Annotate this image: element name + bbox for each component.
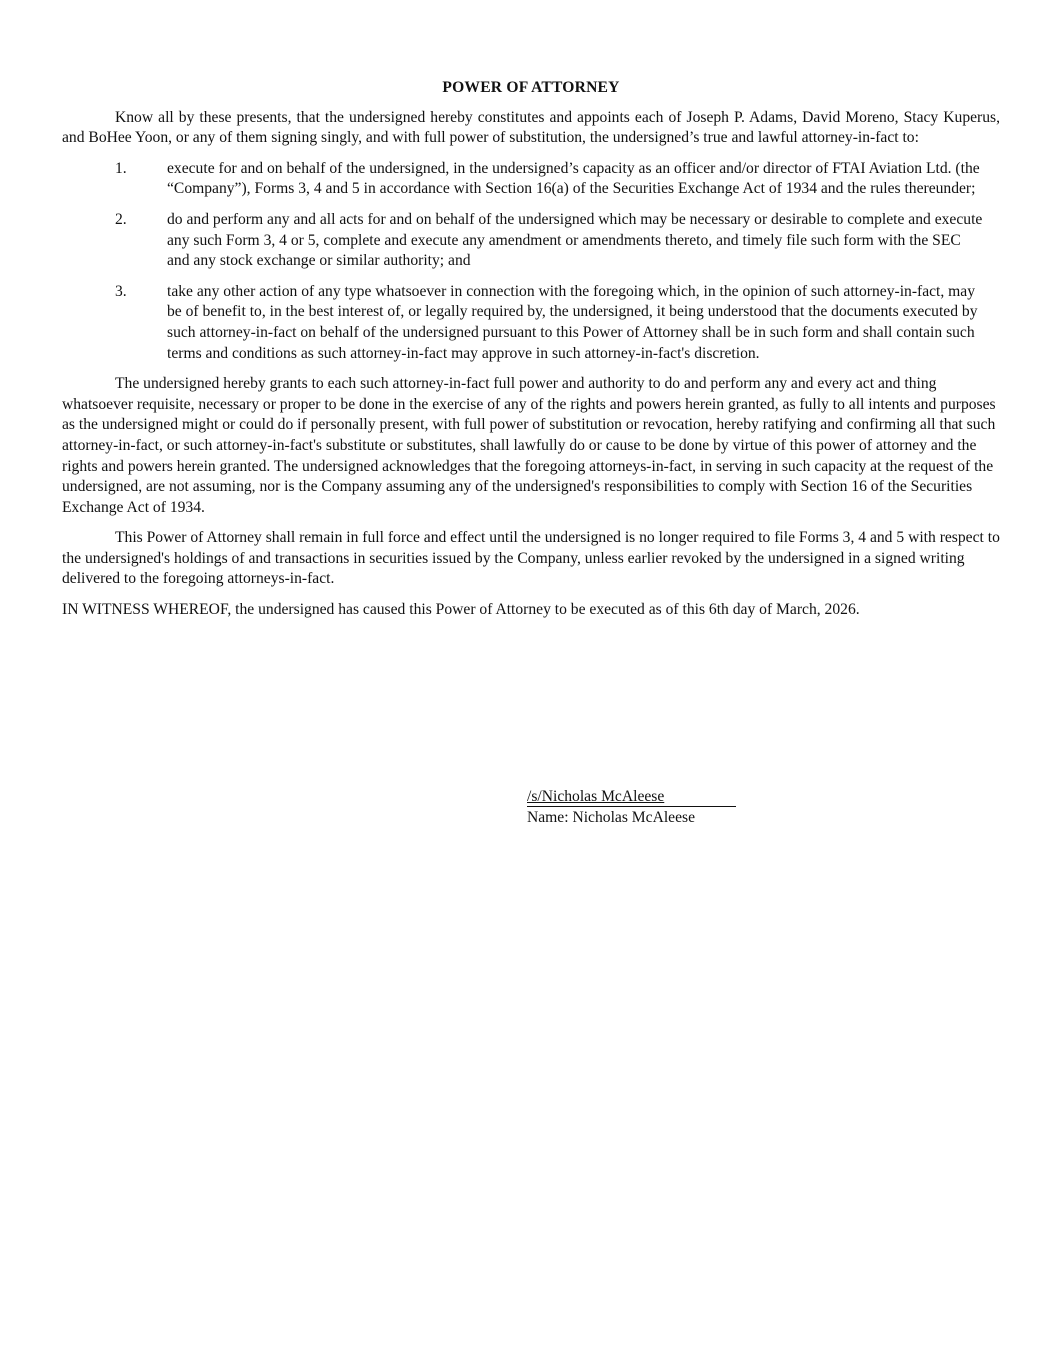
signature-line: /s/Nicholas McAleese (527, 787, 736, 807)
list-item-text: do and perform any and all acts for and on behalf of the undersigned which may be necessary or desirable to complete and execute any such Form 3, 4 or 5, complete and execute any amendment or amendments thereto, and timely file such form with the SEC and any stock exchange or similar authority; and (167, 210, 983, 270)
list-item-text: take any other action of any type whatsoever in connection with the foregoing which, in the opinion of such attorney-in-fact, may be of benefit to, in the best interest of, or legally required by, the undersigned, it being understood that the documents executed by such attorney-in-fact on behalf of the undersigned pursuant to this Power of Attorney shall be in such form and shall contain such terms and conditions as such attorney-in-fact may approve in such attorney-in-fact's discretion. (167, 282, 978, 362)
duration-paragraph: This Power of Attorney shall remain in full force and effect until the undersigned is no longer required to file Forms 3, 4 and 5 with respect to the undersigned's holdings of and transactions in securities issued by the Company, unless earlier revoked by the undersigned in a signed writing delivered to the foregoing attorneys-in-fact. (62, 529, 1000, 588)
intro-paragraph: Know all by these presents, that the undersigned hereby constitutes and appoints each of Joseph P. Adams, David Moreno, Stacy Kuperus, and BoHee Yoon, or any of them signing singly, and with full power of substitution, the undersigned’s true and lawful attorney-in-fact to: (62, 108, 1000, 147)
document-page (62, 78, 1000, 621)
list-item-text: execute for and on behalf of the undersigned, in the undersigned’s capacity as an officer and/or director of FTAI Aviation Ltd. (the “Company”), Forms 3, 4 and 5 in accordance with Section 16(a) of the Securities Exchange Act of 1934 and the rules thereunder; (167, 159, 980, 198)
grant-paragraph: The undersigned hereby grants to each such attorney-in-fact full power and authority to do and perform any and every act and thing whatsoever requisite, necessary or proper to be done in the exercise of any of the rights and powers herein granted, as fully to all intents and purposes as the undersigned might or could do if personally present, with full power of substitution or revocation, hereby ratifying and confirming all that such attorney-in-fact, or such attorney-in-fact's substitute or substitutes, shall lawfully do or cause to be done by virtue of this power of attorney and the rights and powers herein granted. The undersigned acknowledges that the foregoing attorneys-in-fact, in serving in such capacity at the request of the undersigned, are not assuming, nor is the Company assuming any of the undersigned's responsibilities to comply with Section 16 of the Securities Exchange Act of 1934. (62, 375, 996, 516)
list-item (62, 159, 1000, 200)
list-item (62, 282, 1000, 364)
powers-list (62, 159, 1000, 364)
witness-clause: IN WITNESS WHEREOF, the undersigned has caused this Power of Attorney to be executed as of this 6th day of March, 2026. (62, 601, 860, 619)
document-title: POWER OF ATTORNEY (442, 79, 620, 96)
list-item-number: 3. (115, 282, 127, 300)
list-item (62, 210, 1000, 272)
list-item-number: 1. (115, 159, 127, 177)
signatory-name: Name: Nicholas McAleese (527, 808, 696, 826)
list-item-number: 2. (115, 210, 127, 228)
signature-block (527, 787, 736, 828)
